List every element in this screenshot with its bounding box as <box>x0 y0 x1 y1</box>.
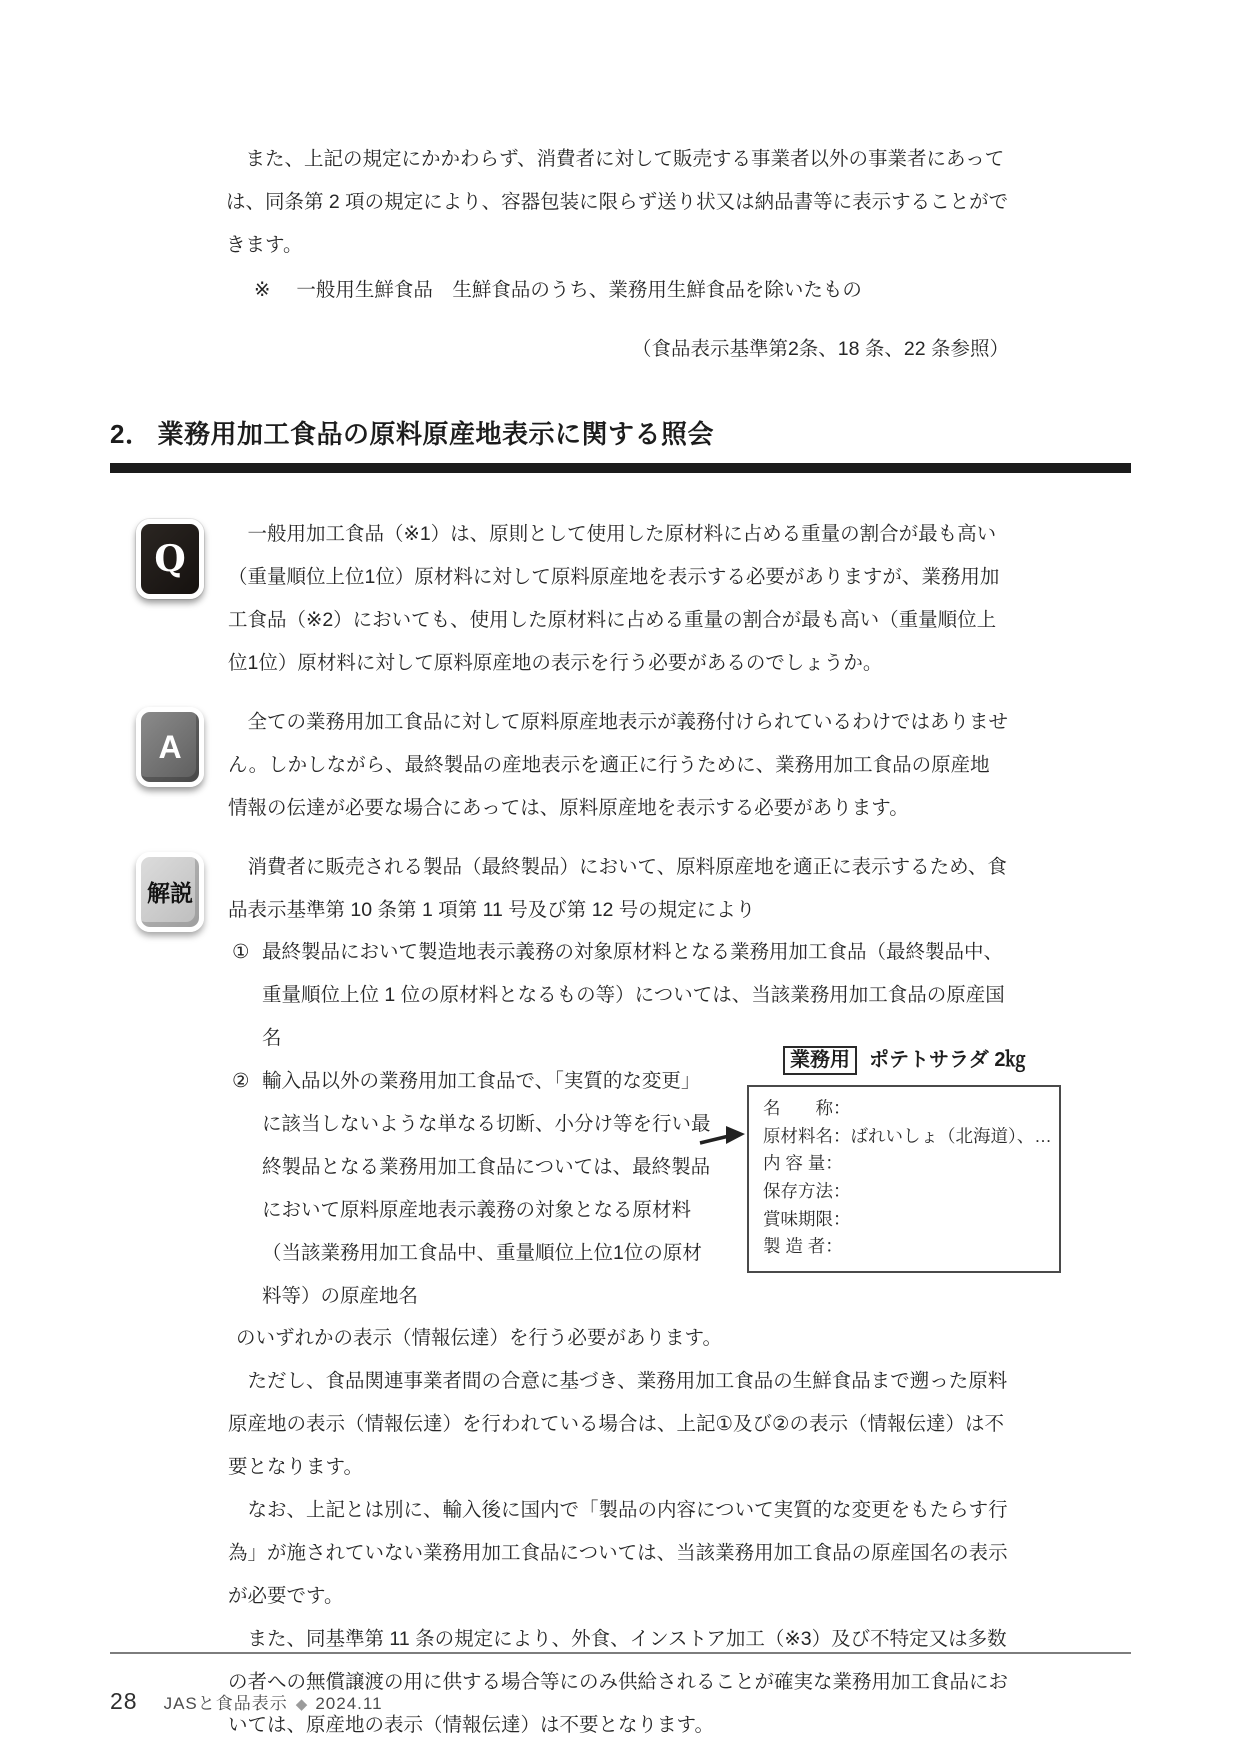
kaisetsu-body <box>228 846 1052 1747</box>
question-text-block <box>228 513 1009 685</box>
q-badge-column <box>110 513 228 599</box>
paragraph-tadashi: ただし、食品関連事業者間の合意に基づき、業務用加工食品の生鮮食品まで遡った原料原産地の表示（情報伝達）を行われている場合は、上記①及び②の表示（情報伝達）は不要となります。 <box>228 1370 1008 1479</box>
item-2-text: 輸入品以外の業務用加工食品で、「実質的な変更」に該当しないような単なる切断、小分け等を行い最終製品となる業務用加工食品については、最終製品において原料原産地表示義務の対象となる原材料（当該業務用加工食品中、重量順位上位1位の原材料等）の原産地名 <box>262 1070 711 1307</box>
label-row-storage: 保存方法： <box>763 1181 851 1202</box>
intro-block <box>226 138 1009 370</box>
page-number: 28 <box>110 1688 138 1714</box>
arrow-icon <box>699 1121 745 1151</box>
page-content <box>110 0 1131 1746</box>
answer-text-block <box>228 701 1009 830</box>
reference-line: （食品表示基準第2条、18 条、22 条参照） <box>631 337 1009 360</box>
footer-inner <box>110 1688 1131 1715</box>
label-row-ingredients: 原材料名：ばれいしょ（北海道）、… <box>763 1125 1052 1146</box>
numbered-item-2 <box>228 1049 1052 1317</box>
label-row-name: 名 称： <box>763 1098 851 1119</box>
either-line: のいずれかの表示（情報伝達）を行う必要があります。 <box>236 1327 722 1350</box>
item-2-body <box>262 1049 1052 1317</box>
kaisetsu-intro: 消費者に販売される製品（最終製品）において、原料原産地を適正に表示するため、食品表示基準第 10 条第 1 項第 11 号及び第 12 号の規定により <box>228 855 1007 921</box>
label-example-box <box>747 1085 1061 1273</box>
question-text: 一般用加工食品（※1）は、原則として使用した原材料に占める重量の割合が最も高い（重量順位上位1位）原材料に対して原料原産地を表示する必要がありますが、業務用加工食品（※2）においても、使用した原材料に占める重量の割合が最も高い（重量順位上位1位）原材料に対して原料原産地の表示を行う必要があるのでしょうか。 <box>228 523 1000 675</box>
section-number: 2． <box>110 419 152 450</box>
paragraph-nao: なお、上記とは別に、輸入後に国内で「製品の内容について実質的な変更をもたらす行為」が施されていない業務用加工食品については、当該業務用加工食品の原産国名の表示が必要です。 <box>228 1499 1008 1607</box>
kaisetsu-badge: 解説 <box>136 852 204 932</box>
note-mark: ※ <box>254 278 271 301</box>
product-name: ポテトサラダ 2㎏ <box>869 1049 1026 1072</box>
numbered-item-1 <box>228 931 1009 1060</box>
item-1-marker: ① <box>232 941 250 964</box>
label-example-title <box>747 1046 1061 1075</box>
a-badge-column <box>110 701 228 787</box>
a-badge: A <box>136 707 204 787</box>
section-heading <box>110 414 1131 473</box>
gyomuyo-tag: 業務用 <box>783 1046 857 1075</box>
intro-paragraph: また、上記の規定にかかわらず、消費者に対して販売する事業者以外の事業者にあっては、同条第 2 項の規定により、容器包装に限らず送り状又は納品書等に表示することができます。 <box>226 148 1009 256</box>
answer-row <box>110 701 1131 830</box>
kaisetsu-row <box>110 846 1131 1747</box>
label-row-manufacturer: 製 造 者： <box>763 1236 843 1257</box>
label-row-content-amount: 内 容 量： <box>763 1153 843 1174</box>
q-badge: Q <box>136 519 204 599</box>
journal-title: JASと食品表示 <box>163 1694 288 1713</box>
label-row-best-before: 賞味期限： <box>763 1208 851 1229</box>
diamond-icon: ◆ <box>295 1696 308 1713</box>
issue-date: 2024.11 <box>315 1694 383 1713</box>
note-line <box>226 269 1009 312</box>
question-row <box>110 513 1131 685</box>
kaisetsu-badge-column <box>110 846 228 932</box>
item-2-marker: ② <box>232 1070 250 1093</box>
page-footer <box>110 1652 1131 1715</box>
item-1-text: 最終製品において製造地表示義務の対象原材料となる業務用加工食品（最終製品中、重量順位上位 1 位の原材料となるもの等）については、当該業務用加工食品の原産国名 <box>262 941 1005 1050</box>
note-text: 一般用生鮮食品 生鮮食品のうち、業務用生鮮食品を除いたもの <box>296 278 862 301</box>
label-example-figure <box>747 1046 1061 1273</box>
answer-text: 全ての業務用加工食品に対して原料原産地表示が義務付けられているわけではありません。しかしながら、最終製品の産地表示を適正に行うために、業務用加工食品の原産地情報の伝達が必要な場合にあっては、原料原産地を表示する必要があります。 <box>228 711 1009 819</box>
section-title: 業務用加工食品の原料原産地表示に関する照会 <box>157 419 714 450</box>
paragraph-mata: また、同基準第 11 条の規定により、外食、インストア加工（※3）及び不特定又は多数の者への無償譲渡の用に供する場合等にのみ供給されることが確実な業務用加工食品においては、原産地の表示（情報伝達）は不要となります。 <box>228 1627 1009 1736</box>
